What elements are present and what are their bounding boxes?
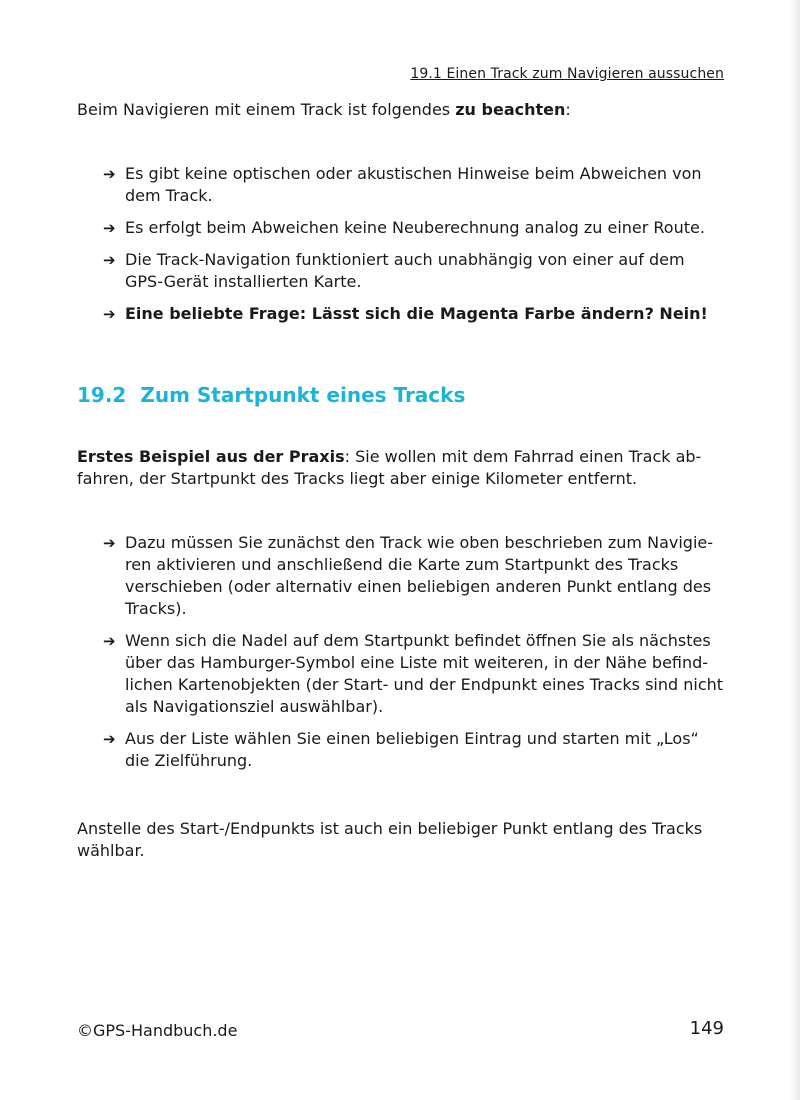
right-arrow-icon: ➔ bbox=[103, 534, 116, 552]
intro-paragraph bbox=[77, 99, 725, 121]
list-item-text: Es gibt keine optischen oder akustischen Hinweise beim Abweichen von dem Track. bbox=[125, 164, 702, 205]
section-title: Zum Startpunkt eines Tracks bbox=[140, 383, 466, 407]
example-paragraph bbox=[77, 446, 725, 490]
page-number: 149 bbox=[689, 1018, 724, 1039]
list-item-text: Die Track-Navigation funktioniert auch unabhängig von einer auf dem GPS-Gerät installierten Karte. bbox=[125, 250, 685, 291]
page-edge-shadow bbox=[790, 0, 800, 1100]
example-label: Erstes Beispiel aus der Praxis bbox=[77, 447, 345, 466]
list-item bbox=[103, 163, 725, 207]
intro-emphasis: zu beachten bbox=[455, 100, 566, 119]
list-item bbox=[103, 303, 725, 325]
list-item-text: Wenn sich die Nadel auf dem Startpunkt befindet öffnen Sie als nächstes über das Hamburger-Symbol eine Liste mit weiteren, in der Nähe befind-lichen Kartenobjekten (der Start- und der Endpunkt eines Tracks sind nicht als Navigationsziel auswählbar). bbox=[125, 631, 724, 716]
right-arrow-icon: ➔ bbox=[103, 219, 116, 237]
list-item-text: Es erfolgt beim Abweichen keine Neuberechnung analog zu einer Route. bbox=[125, 218, 705, 237]
right-arrow-icon: ➔ bbox=[103, 251, 116, 269]
steps-list bbox=[103, 532, 725, 772]
example-text: : Sie wollen mit dem Fahrrad einen Track ab-fahren, der Startpunkt des Tracks liegt aber einige Kilometer entfernt. bbox=[77, 447, 702, 488]
footer-copyright: ©GPS-Handbuch.de bbox=[77, 1021, 238, 1040]
right-arrow-icon: ➔ bbox=[103, 305, 116, 323]
list-item-text: Aus der Liste wählen Sie einen beliebigen Eintrag und starten mit „Los“ die Zielführung. bbox=[125, 729, 699, 770]
list-item-text: Dazu müssen Sie zunächst den Track wie oben beschrieben zum Navigie-ren aktivieren und anschließend die Karte zum Startpunkt des Tracks verschieben (oder alternativ einen beliebigen anderen Punkt entlang des Tracks). bbox=[125, 533, 714, 618]
section-heading bbox=[77, 383, 465, 407]
closing-paragraph: Anstelle des Start-/Endpunkts ist auch ein beliebiger Punkt entlang des Tracks wählbar. bbox=[77, 819, 703, 860]
notes-list bbox=[103, 163, 725, 325]
right-arrow-icon: ➔ bbox=[103, 165, 116, 183]
list-item bbox=[103, 249, 725, 293]
list-item-text: Eine beliebte Frage: Lässt sich die Magenta Farbe ändern? Nein! bbox=[125, 304, 708, 323]
list-item bbox=[103, 532, 725, 620]
section-number: 19.2 bbox=[77, 383, 127, 407]
running-header: 19.1 Einen Track zum Navigieren aussuchen bbox=[410, 66, 724, 82]
right-arrow-icon: ➔ bbox=[103, 730, 116, 748]
list-item bbox=[103, 630, 725, 718]
list-item bbox=[103, 728, 725, 772]
intro-colon: : bbox=[565, 100, 571, 119]
right-arrow-icon: ➔ bbox=[103, 632, 116, 650]
intro-text: Beim Navigieren mit einem Track ist folgendes bbox=[77, 100, 456, 119]
list-item bbox=[103, 217, 725, 239]
